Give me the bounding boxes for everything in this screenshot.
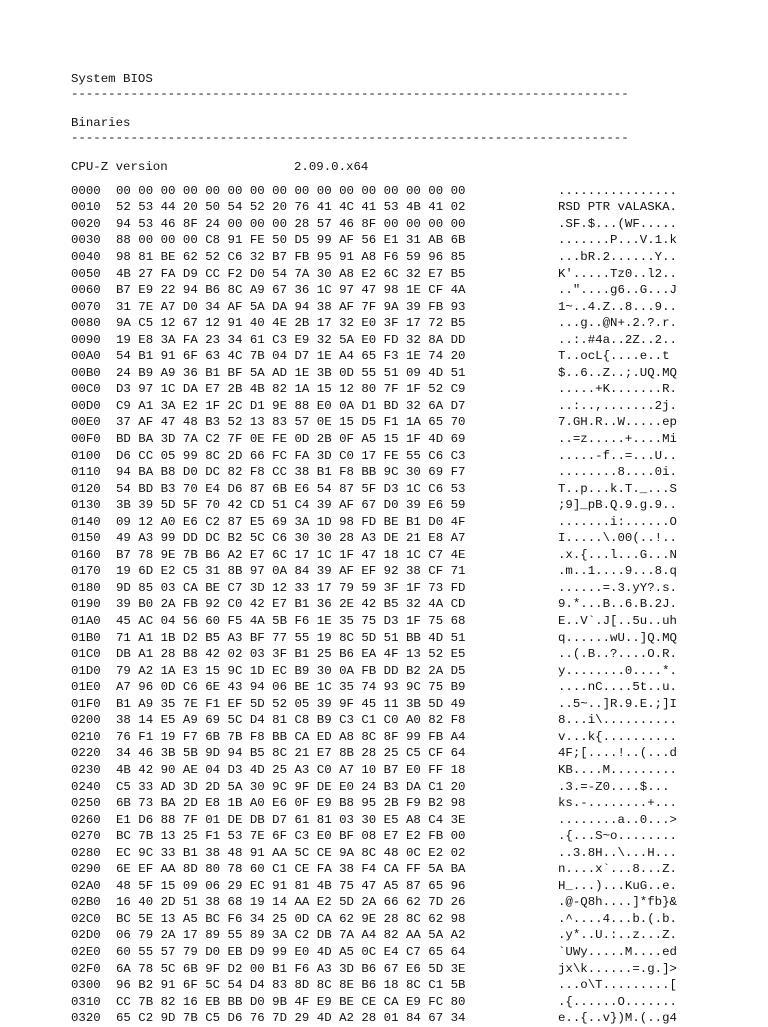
section-title-system-bios: System BIOS bbox=[71, 72, 153, 86]
ascii-text: ...g..@N+.2.?.r. bbox=[558, 316, 677, 331]
ascii-text: 8...i\.......... bbox=[558, 713, 677, 728]
hex-bytes: 71 A1 1B D2 B5 A3 BF 77 55 19 8C 5D 51 BB 4D 51 bbox=[116, 630, 466, 645]
hex-offset: 02E0 bbox=[71, 944, 101, 959]
hex-offset: 0050 bbox=[71, 266, 101, 281]
hex-dump-row bbox=[71, 663, 768, 680]
hex-offset: 0030 bbox=[71, 233, 101, 248]
hex-dump-row bbox=[71, 199, 768, 216]
hex-dump-row bbox=[71, 332, 768, 349]
hex-dump-row bbox=[71, 961, 768, 978]
ascii-text: .SF.$...(WF..... bbox=[558, 216, 677, 231]
ascii-text: .y*..U.:..z...Z. bbox=[558, 928, 677, 943]
hex-dump-row bbox=[71, 232, 768, 249]
ascii-text: 1~..4.Z..8...9.. bbox=[558, 299, 677, 314]
hex-bytes: C5 33 AD 3D 2D 5A 30 9C 9F DE E0 24 B3 DA C1 20 bbox=[116, 779, 466, 794]
hex-bytes: BC 7B 13 25 F1 53 7E 6F C3 E0 BF 08 E7 E2 FB 00 bbox=[116, 829, 466, 844]
hex-bytes: DB A1 28 B8 42 02 03 3F B1 25 B6 EA 4F 13 52 E5 bbox=[116, 647, 466, 662]
ascii-text: ..=z.....+....Mi bbox=[558, 432, 677, 447]
hex-dump-row bbox=[71, 994, 768, 1011]
hex-bytes: 39 B0 2A FB 92 C0 42 E7 B1 36 2E 42 B5 32 4A CD bbox=[116, 597, 466, 612]
hex-bytes: 00 00 00 00 00 00 00 00 00 00 00 00 00 00 00 00 bbox=[116, 183, 466, 198]
hex-dump-row bbox=[71, 828, 768, 845]
ascii-text: .^....4...b.(.b. bbox=[558, 911, 677, 926]
hex-offset: 01A0 bbox=[71, 614, 101, 629]
hex-offset: 0170 bbox=[71, 564, 101, 579]
hex-offset: 01F0 bbox=[71, 696, 101, 711]
ascii-text: ..(.B..?....O.R. bbox=[558, 647, 677, 662]
hex-bytes: 06 79 2A 17 89 55 89 3A C2 DB 7A A4 82 AA 5A A2 bbox=[116, 928, 466, 943]
hex-dump-row bbox=[71, 580, 768, 597]
ascii-text: .....-f..=...U.. bbox=[558, 448, 677, 463]
hex-dump-row bbox=[71, 563, 768, 580]
spacer bbox=[71, 175, 768, 183]
hex-bytes: 76 F1 19 F7 6B 7B F8 BB CA ED A8 8C 8F 99 FB A4 bbox=[116, 729, 466, 744]
hex-bytes: E1 D6 88 7F 01 DE DB D7 61 81 03 30 E5 A8 C4 3E bbox=[116, 812, 466, 827]
hex-offset: 0240 bbox=[71, 779, 101, 794]
section-rule: --------------------------------------------------------------------------- bbox=[71, 130, 629, 145]
hex-bytes: 6E EF AA 8D 80 78 60 C1 CE FA 38 F4 CA FF 5A BA bbox=[116, 862, 466, 877]
hex-bytes: B7 78 9E 7B B6 A2 E7 6C 17 1C 1F 47 18 1C C7 4E bbox=[116, 547, 466, 562]
hex-offset: 0250 bbox=[71, 796, 101, 811]
hex-offset: 01E0 bbox=[71, 680, 101, 695]
hex-bytes: B1 A9 35 7E F1 EF 5D 52 05 39 9F 45 11 3B 5D 49 bbox=[116, 696, 466, 711]
hex-dump-row bbox=[71, 927, 768, 944]
ascii-text: T..ocL{....e..t bbox=[558, 349, 677, 364]
hex-bytes: 09 12 A0 E6 C2 87 E5 69 3A 1D 98 FD BE B1 D0 4F bbox=[116, 514, 466, 529]
ascii-text: e..{..v})M.(..g4 bbox=[558, 1011, 677, 1026]
hex-bytes: 4B 27 FA D9 CC F2 D0 54 7A 30 A8 E2 6C 32 E7 B5 bbox=[116, 266, 466, 281]
spacer bbox=[71, 145, 768, 160]
hex-offset: 00D0 bbox=[71, 398, 101, 413]
ascii-text: KB....M......... bbox=[558, 762, 677, 777]
ascii-text: ...o\T.........[ bbox=[558, 978, 677, 993]
hex-offset: 0150 bbox=[71, 531, 101, 546]
hex-dump-row bbox=[71, 812, 768, 829]
ascii-text: .x.{...l...G...N bbox=[558, 547, 677, 562]
hex-offset: 0220 bbox=[71, 746, 101, 761]
hex-dump-row bbox=[71, 679, 768, 696]
hex-bytes: 9A C5 12 67 12 91 40 4E 2B 17 32 E0 3F 17 72 B5 bbox=[116, 316, 466, 331]
ascii-text: .3.=-Z0....$... bbox=[558, 779, 677, 794]
section-rule: --------------------------------------------------------------------------- bbox=[71, 86, 629, 101]
hex-bytes: D6 CC 05 99 8C 2D 66 FC FA 3D C0 17 FE 55 C6 C3 bbox=[116, 448, 466, 463]
hex-dump-row bbox=[71, 249, 768, 266]
hex-offset: 0320 bbox=[71, 1011, 101, 1026]
hex-dump-row bbox=[71, 530, 768, 547]
hex-dump-row bbox=[71, 729, 768, 746]
ascii-text: n....x`...8...Z. bbox=[558, 862, 677, 877]
hex-offset: 0060 bbox=[71, 283, 101, 298]
hex-offset: 02F0 bbox=[71, 961, 101, 976]
section-title-binaries: Binaries bbox=[71, 116, 131, 131]
ascii-text: `UWy.....M....ed bbox=[558, 944, 677, 959]
ascii-text: 7.GH.R..W.....ep bbox=[558, 415, 677, 430]
hex-offset: 02D0 bbox=[71, 928, 101, 943]
hex-offset: 02C0 bbox=[71, 911, 101, 926]
hex-offset: 0270 bbox=[71, 829, 101, 844]
ascii-text: ......=.3.yY?.s. bbox=[558, 580, 677, 595]
hex-offset: 0100 bbox=[71, 448, 101, 463]
hex-dump-row bbox=[71, 216, 768, 233]
hex-bytes: 79 A2 1A E3 15 9C 1D EC B9 30 0A FB DD B2 2A D5 bbox=[116, 663, 466, 678]
hex-bytes: 49 A3 99 DD DC B2 5C C6 30 30 28 A3 DE 21 E8 A7 bbox=[116, 531, 466, 546]
hex-offset: 0080 bbox=[71, 316, 101, 331]
ascii-text: ..3.8H..\...H... bbox=[558, 845, 677, 860]
hex-offset: 0180 bbox=[71, 580, 101, 595]
hex-dump-row bbox=[71, 348, 768, 365]
hex-bytes: 94 53 46 8F 24 00 00 00 28 57 46 8F 00 00 00 00 bbox=[116, 216, 466, 231]
hex-dump-row bbox=[71, 299, 768, 316]
hex-bytes: 54 B1 91 6F 63 4C 7B 04 D7 1E A4 65 F3 1E 74 20 bbox=[116, 349, 466, 364]
hex-dump-row bbox=[71, 497, 768, 514]
hex-offset: 0260 bbox=[71, 812, 101, 827]
hex-bytes: 6B 73 BA 2D E8 1B A0 E6 0F E9 B8 95 2B F9 B2 98 bbox=[116, 796, 466, 811]
ascii-text: I.....\.00(..!.. bbox=[558, 531, 677, 546]
hex-offset: 0230 bbox=[71, 762, 101, 777]
ascii-text: T..p...k.T._...S bbox=[558, 481, 677, 496]
ascii-text: y........0....*. bbox=[558, 663, 677, 678]
hex-offset: 00A0 bbox=[71, 349, 101, 364]
hex-dump-row bbox=[71, 845, 768, 862]
hex-dump-row bbox=[71, 630, 768, 647]
hex-dump-row bbox=[71, 365, 768, 382]
hex-dump-row bbox=[71, 944, 768, 961]
hex-dump-row bbox=[71, 878, 768, 895]
ascii-text: ........8....0i. bbox=[558, 465, 677, 480]
hex-offset: 0190 bbox=[71, 597, 101, 612]
hex-offset: 0210 bbox=[71, 729, 101, 744]
hex-bytes: 45 AC 04 56 60 F5 4A 5B F6 1E 35 75 D3 1F 75 68 bbox=[116, 614, 466, 629]
ascii-text: ..5~..]R.9.E.;]I bbox=[558, 696, 677, 711]
hex-dump-row bbox=[71, 266, 768, 283]
hex-bytes: 19 6D E2 C5 31 8B 97 0A 84 39 AF EF 92 38 CF 71 bbox=[116, 564, 466, 579]
hex-dump-row bbox=[71, 448, 768, 465]
hex-offset: 0130 bbox=[71, 498, 101, 513]
hex-bytes: 31 7E A7 D0 34 AF 5A DA 94 38 AF 7F 9A 39 FB 93 bbox=[116, 299, 466, 314]
hex-dump-row bbox=[71, 795, 768, 812]
ascii-text: 9.*...B..6.B.2J. bbox=[558, 597, 677, 612]
hex-bytes: BC 5E 13 A5 BC F6 34 25 0D CA 62 9E 28 8C 62 98 bbox=[116, 911, 466, 926]
hex-dump-row bbox=[71, 464, 768, 481]
hex-bytes: 96 B2 91 6F 5C 54 D4 83 8D 8C 8E B6 18 8C C1 5B bbox=[116, 978, 466, 993]
hex-offset: 0280 bbox=[71, 845, 101, 860]
ascii-text: K'.....Tz0..l2.. bbox=[558, 266, 677, 281]
hex-dump-row bbox=[71, 431, 768, 448]
hex-offset: 0200 bbox=[71, 713, 101, 728]
hex-bytes: B7 E9 22 94 B6 8C A9 67 36 1C 97 47 98 1E CF 4A bbox=[116, 283, 466, 298]
hex-dump-row bbox=[71, 894, 768, 911]
ascii-text: H_...)...KuG..e. bbox=[558, 878, 677, 893]
hex-bytes: A7 96 0D C6 6E 43 94 06 BE 1C 35 74 93 9C 75 B9 bbox=[116, 680, 466, 695]
hex-offset: 00C0 bbox=[71, 382, 101, 397]
hex-dump-row bbox=[71, 547, 768, 564]
hex-bytes: C9 A1 3A E2 1F 2C D1 9E 88 E0 0A D1 BD 32 6A D7 bbox=[116, 398, 466, 413]
hex-offset: 0300 bbox=[71, 978, 101, 993]
hex-dump-row bbox=[71, 745, 768, 762]
hex-offset: 0310 bbox=[71, 994, 101, 1009]
hex-bytes: 65 C2 9D 7B C5 D6 76 7D 29 4D A2 28 01 84 67 34 bbox=[116, 1011, 466, 1026]
hex-bytes: 6A 78 5C 6B 9F D2 00 B1 F6 A3 3D B6 67 E6 5D 3E bbox=[116, 961, 466, 976]
hex-bytes: 52 53 44 20 50 54 52 20 76 41 4C 41 53 4B 41 02 bbox=[116, 200, 466, 215]
ascii-text: ................ bbox=[558, 183, 677, 198]
hex-offset: 0070 bbox=[71, 299, 101, 314]
hex-bytes: 19 E8 3A FA 23 34 61 C3 E9 32 5A E0 FD 32 8A DD bbox=[116, 332, 466, 347]
ascii-text: .{...S~o........ bbox=[558, 829, 677, 844]
ascii-text: ks.-........+... bbox=[558, 796, 677, 811]
hex-offset: 00E0 bbox=[71, 415, 101, 430]
ascii-text: 4F;[....!..(...d bbox=[558, 746, 677, 761]
hex-offset: 0020 bbox=[71, 216, 101, 231]
ascii-text: .......i:......O bbox=[558, 514, 677, 529]
ascii-text: ;9]_pB.Q.9.g.9.. bbox=[558, 498, 677, 513]
hex-dump-row bbox=[71, 646, 768, 663]
ascii-text: .{......O....... bbox=[558, 994, 677, 1009]
hex-offset: 0010 bbox=[71, 200, 101, 215]
ascii-text: v...k{.......... bbox=[558, 729, 677, 744]
hex-offset: 0290 bbox=[71, 862, 101, 877]
ascii-text: ...bR.2......Y.. bbox=[558, 250, 677, 264]
cpuz-version-label: CPU-Z version bbox=[71, 160, 168, 175]
hex-bytes: D3 97 1C DA E7 2B 4B 82 1A 15 12 80 7F 1F 52 C9 bbox=[116, 382, 466, 397]
spacer bbox=[71, 101, 768, 116]
hex-bytes: 3B 39 5D 5F 70 42 CD 51 C4 39 AF 67 D0 39 E6 59 bbox=[116, 498, 466, 513]
ascii-text: q......wU..]Q.MQ bbox=[558, 630, 677, 645]
hex-dump-row bbox=[71, 779, 768, 796]
hex-dump-row bbox=[71, 762, 768, 779]
hex-dump-row bbox=[71, 414, 768, 431]
hex-bytes: 94 BA B8 D0 DC 82 F8 CC 38 B1 F8 BB 9C 30 69 F7 bbox=[116, 465, 466, 480]
hex-bytes: 54 BD B3 70 E4 D6 87 6B E6 54 87 5F D3 1C C6 53 bbox=[116, 481, 466, 496]
hex-dump-row bbox=[71, 398, 768, 415]
hex-bytes: 38 14 E5 A9 69 5C D4 81 C8 B9 C3 C1 C0 A0 82 F8 bbox=[116, 713, 466, 728]
hex-offset: 00F0 bbox=[71, 432, 101, 447]
ascii-text: ..:.#4a..2Z..2.. bbox=[558, 332, 677, 347]
hex-bytes: EC 9C 33 B1 38 48 91 AA 5C CE 9A 8C 48 0C E2 02 bbox=[116, 845, 466, 860]
cpuz-version-row bbox=[71, 160, 768, 175]
hex-dump-row bbox=[71, 861, 768, 878]
hex-dump-row bbox=[71, 481, 768, 498]
hex-dump-row bbox=[71, 613, 768, 630]
hex-bytes: 60 55 57 79 D0 EB D9 99 E0 4D A5 0C E4 C7 65 64 bbox=[116, 944, 466, 959]
ascii-text: ........a..0...> bbox=[558, 812, 677, 827]
hex-dump-row bbox=[71, 381, 768, 398]
ascii-text: RSD PTR vALASKA. bbox=[558, 200, 677, 215]
hex-offset: 0090 bbox=[71, 332, 101, 347]
hex-offset: 02A0 bbox=[71, 878, 101, 893]
hex-dump-row bbox=[71, 911, 768, 928]
hex-offset: 0040 bbox=[71, 250, 101, 264]
hex-offset: 0140 bbox=[71, 514, 101, 529]
hex-bytes: 34 46 3B 5B 9D 94 B5 8C 21 E7 8B 28 25 C5 CF 64 bbox=[116, 746, 466, 761]
hex-offset: 01C0 bbox=[71, 647, 101, 662]
ascii-text: .m..1....9...8.q bbox=[558, 564, 677, 579]
ascii-text: .....+K.......R. bbox=[558, 382, 677, 397]
hex-offset: 00B0 bbox=[71, 365, 101, 380]
hex-bytes: 48 5F 15 09 06 29 EC 91 81 4B 75 47 A5 87 65 96 bbox=[116, 878, 466, 893]
hex-offset: 0000 bbox=[71, 183, 101, 198]
ascii-text: ..:..,.......2j. bbox=[558, 398, 677, 413]
hex-dump-row bbox=[71, 977, 768, 994]
hex-bytes: 16 40 2D 51 38 68 19 14 AA E2 5D 2A 66 62 7D 26 bbox=[116, 895, 466, 910]
hex-dump-row bbox=[71, 315, 768, 332]
ascii-text: E..V`.J[..5u..uh bbox=[558, 614, 677, 629]
hex-bytes: 9D 85 03 CA BE C7 3D 12 33 17 79 59 3F 1F 73 FD bbox=[116, 580, 466, 595]
hex-offset: 02B0 bbox=[71, 895, 101, 910]
cpuz-version-value: 2.09.0.x64 bbox=[294, 160, 369, 175]
ascii-text: .......P...V.1.k bbox=[558, 233, 677, 248]
hex-dump-row bbox=[71, 712, 768, 729]
hex-bytes: CC 7B 82 16 EB BB D0 9B 4F E9 BE CE CA E9 FC 80 bbox=[116, 994, 466, 1009]
hex-dump-row bbox=[71, 596, 768, 613]
hex-offset: 0160 bbox=[71, 547, 101, 562]
hex-bytes: 4B 42 90 AE 04 D3 4D 25 A3 C0 A7 10 B7 E0 FF 18 bbox=[116, 762, 466, 777]
ascii-text: .@-Q8h....]*fb}& bbox=[558, 895, 677, 910]
hex-bytes: 24 B9 A9 36 B1 BF 5A AD 1E 3B 0D 55 51 09 4D 51 bbox=[116, 365, 466, 380]
ascii-text: $..6..Z..;.UQ.MQ bbox=[558, 365, 677, 380]
hex-offset: 0110 bbox=[71, 465, 101, 480]
ascii-text: ....nC....5t..u. bbox=[558, 680, 677, 695]
hex-offset: 01B0 bbox=[71, 630, 101, 645]
hex-bytes: BD BA 3D 7A C2 7F 0E FE 0D 2B 0F A5 15 1F 4D 69 bbox=[116, 432, 466, 447]
hex-bytes: 98 81 BE 62 52 C6 32 B7 FB 95 91 A8 F6 59 96 85 bbox=[116, 250, 466, 264]
hex-dump-row bbox=[71, 183, 768, 200]
hex-bytes: 37 AF 47 48 B3 52 13 83 57 0E 15 D5 F1 1A 65 70 bbox=[116, 415, 466, 430]
ascii-text: jx\k......=.g.]> bbox=[558, 961, 677, 976]
hex-dump bbox=[71, 183, 768, 1027]
hex-dump-row bbox=[71, 514, 768, 531]
hex-dump-row bbox=[71, 282, 768, 299]
report-page bbox=[71, 72, 768, 1027]
hex-dump-row bbox=[71, 1010, 768, 1027]
hex-dump-row bbox=[71, 696, 768, 713]
ascii-text: .."....g6..G...J bbox=[558, 283, 677, 298]
hex-bytes: 88 00 00 00 C8 91 FE 50 D5 99 AF 56 E1 31 AB 6B bbox=[116, 233, 466, 248]
hex-offset: 0120 bbox=[71, 481, 101, 496]
hex-offset: 01D0 bbox=[71, 663, 101, 678]
